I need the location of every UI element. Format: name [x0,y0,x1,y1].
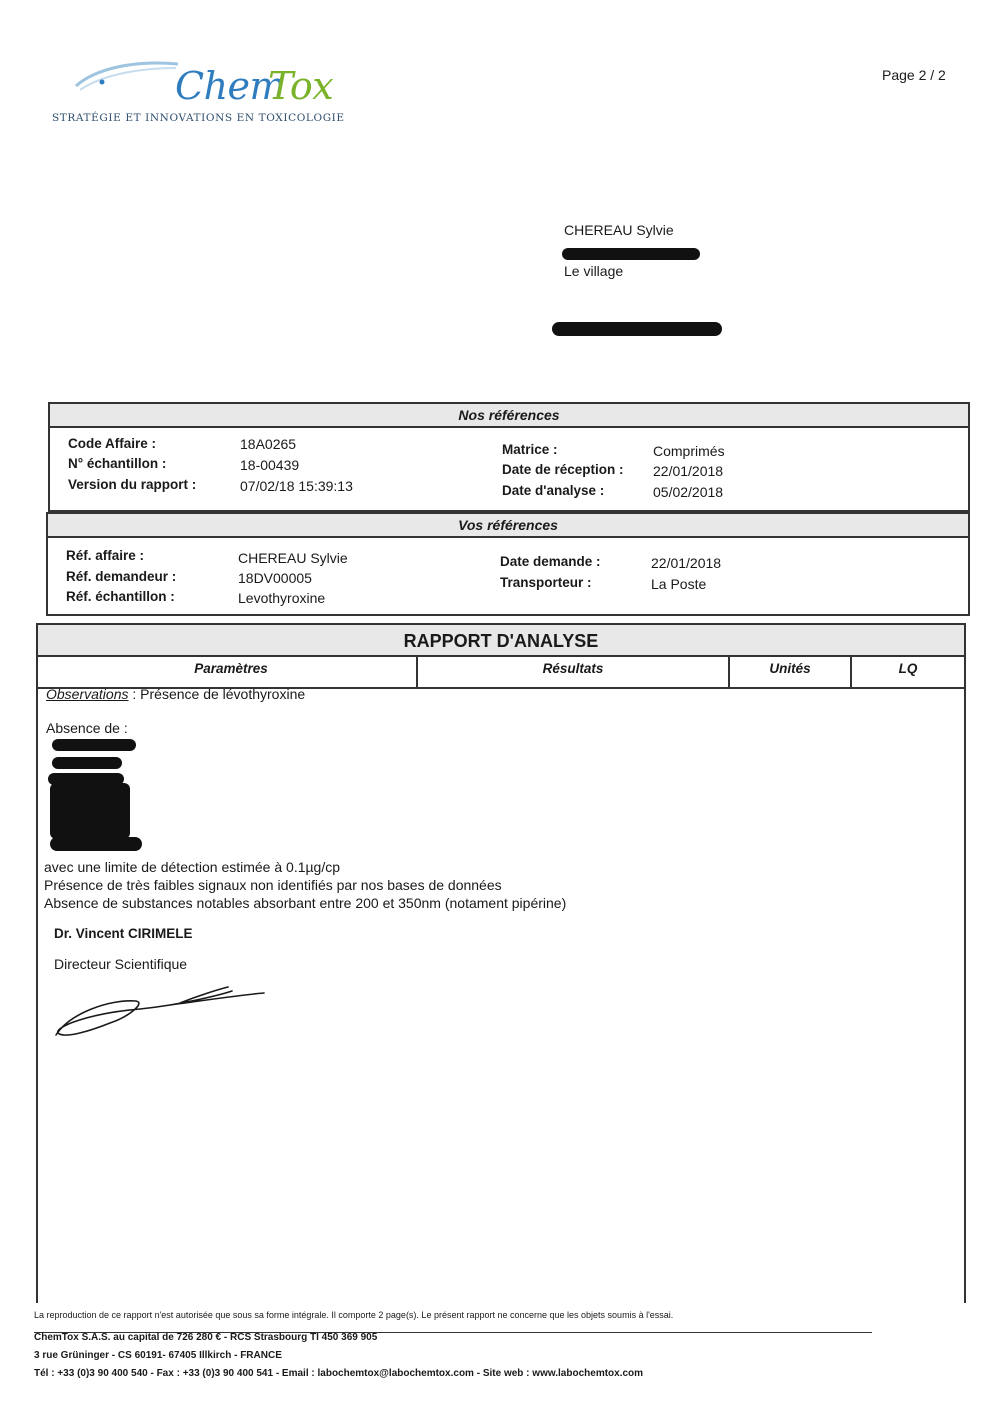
recipient-name: CHEREAU Sylvie [564,222,674,238]
ref-demandeur-label: Réf. demandeur : [66,569,177,584]
echantillon-label: N° échantillon : [68,456,167,471]
company-legal-line: ChemTox S.A.S. au capital de 726 280 € - RCS Strasbourg TI 450 369 905 [34,1332,378,1343]
matrice-value: Comprimés [653,443,725,459]
code-affaire-value: 18A0265 [240,436,297,452]
absence-substances-line: Absence de substances notables absorbant entre 200 et 350nm (notament pipérine) [44,895,567,911]
signatory-name: Dr. Vincent CIRIMELE [54,926,193,941]
logo-tagline: STRATÉGIE ET INNOVATIONS EN TOXICOLOGIE [52,112,345,124]
ref-affaire-value: CHEREAU Sylvie [238,550,348,566]
transporteur-label: Transporteur : [500,575,592,590]
redaction-mark [562,248,700,260]
rapport-box [36,623,966,1303]
analyse-value: 05/02/2018 [653,484,724,500]
company-contact-line: Tél : +33 (0)3 90 400 540 - Fax : +33 (0)3 90 400 541 - Email : labochemtox@labochemtox.com - Site web : www.labochemtox.com [34,1368,644,1379]
observations-line [46,686,305,702]
col-lq: LQ [898,661,918,676]
transporteur-value: La Poste [651,576,707,592]
redaction-mark [50,837,142,851]
redaction-mark [50,783,130,839]
reception-label: Date de réception : [502,462,624,477]
rapport-column-headers [38,657,964,689]
company-address-line: 3 rue Grüninger - CS 60191- 67405 Illkirch - FRANCE [34,1350,282,1361]
col-resultats: Résultats [418,657,730,687]
absence-de-label: Absence de : [46,720,128,736]
reception-value: 22/01/2018 [653,463,724,479]
page-number: Page 2 / 2 [882,67,946,83]
signatory-title: Directeur Scientifique [54,956,188,972]
observations-label: Observations [46,686,129,702]
chemtox-logo [52,52,360,132]
ref-demandeur-value: 18DV00005 [238,570,312,586]
logo-tox-text: Tox [268,64,334,108]
ref-affaire-label: Réf. affaire : [66,548,145,563]
matrice-label: Matrice : [502,442,558,457]
redaction-mark [52,739,136,751]
version-value: 07/02/18 15:39:13 [240,478,353,494]
col-unites: Unités [730,657,852,687]
recipient-line3: Le village [564,263,624,279]
nos-references-box [48,402,970,512]
ref-echantillon-label: Réf. échantillon : [66,589,175,604]
observations-sep: : [128,686,137,702]
date-demande-label: Date demande : [500,554,601,569]
reproduction-note: La reproduction de ce rapport n'est autorisée que sous sa forme intégrale. Il comporte 2 page(s). Le présent rapport ne concerne que les objets soumis à l'essai. [34,1310,674,1320]
observations-value: Présence de lévothyroxine [140,686,306,702]
redaction-mark [52,757,122,769]
col-parametres: Paramètres [46,657,418,687]
ref-echantillon-value: Levothyroxine [238,590,326,606]
redaction-mark [552,322,722,336]
signature-image [50,973,270,1043]
logo-swoosh-icon [66,58,186,98]
vos-references-heading: Vos références [48,514,968,538]
code-affaire-label: Code Affaire : [68,436,157,451]
echantillon-value: 18-00439 [240,457,300,473]
logo-chem-text: Chem [175,64,286,108]
limite-detection-line: avec une limite de détection estimée à 0.1µg/cp [44,859,341,875]
version-label: Version du rapport : [68,477,197,492]
nos-references-heading: Nos références [50,404,968,428]
date-demande-value: 22/01/2018 [651,555,722,571]
vos-references-box [46,512,970,616]
rapport-title: RAPPORT D'ANALYSE [38,625,964,657]
analyse-label: Date d'analyse : [502,483,605,498]
signaux-line: Présence de très faibles signaux non identifiés par nos bases de données [44,877,502,893]
